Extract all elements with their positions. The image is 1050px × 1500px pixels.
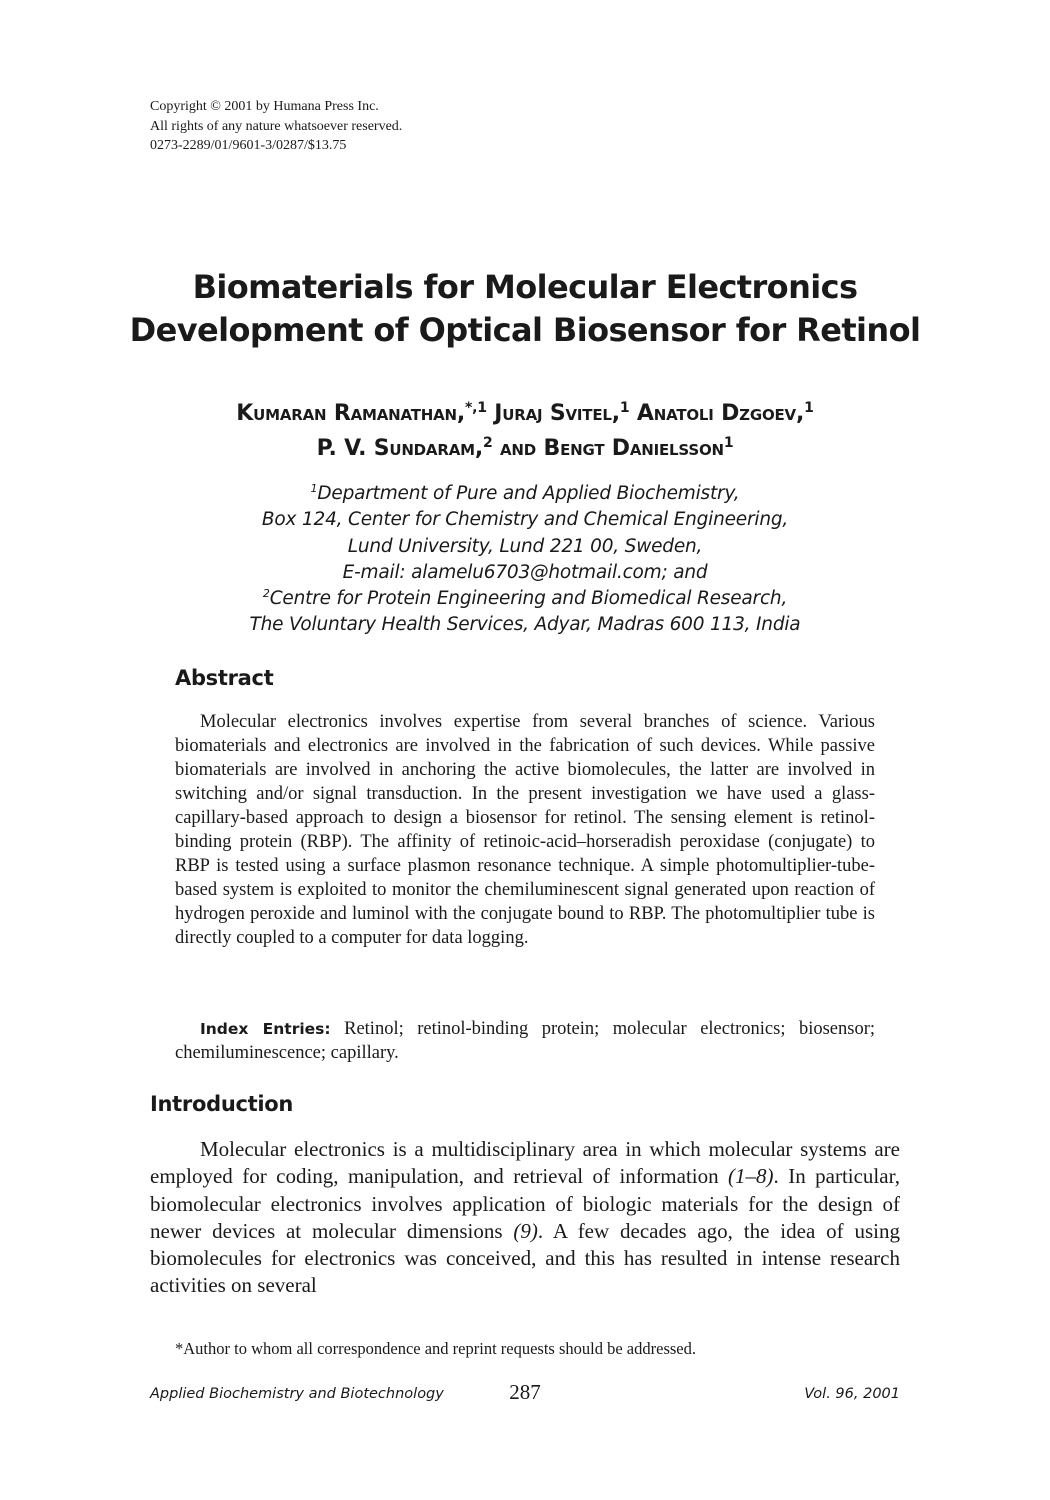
- copyright-line: Copyright © 2001 by Humana Press Inc.: [150, 99, 379, 114]
- copyright-notice: [150, 97, 402, 156]
- citation: (9): [513, 1218, 538, 1243]
- abstract-heading: Abstract: [175, 666, 274, 690]
- author-affiliation-mark: 2: [483, 435, 493, 451]
- author-name: Anatoli Dzgoev,: [636, 401, 805, 426]
- author-name: Kumaran Ramanathan,: [236, 401, 466, 426]
- affiliation-line: Lund University, Lund 221 00, Sweden,: [347, 535, 703, 557]
- journal-name: Applied Biochemistry and Biotechnology: [150, 1386, 444, 1402]
- affiliation-mark: 1: [310, 482, 318, 495]
- page-number: 287: [509, 1380, 541, 1404]
- introduction-heading: Introduction: [150, 1092, 294, 1116]
- affiliation-line: $^2$Centre for Protein Engineering and Biomedical Research,: [262, 587, 788, 610]
- author-name: Bengt Danielsson: [543, 436, 724, 461]
- correspondence-footnote: *Author to whom all correspondence and reprint requests should be addressed.: [175, 1339, 696, 1358]
- author-name: Juraj Svitel,: [494, 401, 620, 426]
- introduction-paragraph: Molecular electronics is a multidisciplinary area in which molecular systems are employed for coding, manipulation, and retrieval of information (1–8). In particular, biomolecular electronics involves application of biologic materials for the design of newer devices at molecular dimensions (9). A few decades ago, the idea of using biomolecules for electronics was conceived, and this has resulted in intense research activities on several: [150, 1137, 900, 1298]
- index-entries-label: Index Entries:: [200, 1020, 331, 1038]
- index-entries-text: Retinol; retinol-binding protein; molecular electronics; biosensor; chemiluminescence; capillary.: [175, 1019, 875, 1063]
- volume-info: Vol. 96, 2001: [804, 1386, 900, 1402]
- author-line-2: [0, 431, 1050, 466]
- introduction-body: [150, 1136, 900, 1300]
- author-affiliation-mark: 1: [723, 435, 734, 451]
- author-list: [0, 396, 1050, 466]
- author-affiliation-mark: *,1: [465, 400, 487, 416]
- author-affiliation-mark: 1: [804, 400, 814, 416]
- author-name: P. V. Sundaram,: [316, 436, 483, 461]
- email-line: E-mail: alamelu6703@hotmail.com; and: [342, 561, 708, 583]
- affiliation-line: $^1$Department of Pure and Applied Biochemistry,: [310, 482, 740, 504]
- affiliation-line: Box 124, Center for Chemistry and Chemical Engineering,: [261, 509, 789, 531]
- author-line-1: [0, 396, 1050, 431]
- abstract-paragraph: Molecular electronics involves expertise from several branches of science. Various biomaterials and electronics are involved in the fabrication of such devices. While passive biomaterials are involved in anchoring the active biomolecules, the latter are involved in switching and/or signal transduction. In the present investigation we have used a glass-capillary-based approach to design a biosensor for retinol. The sensing element is retinol-binding protein (RBP). The affinity of retinoic-acid–horseradish peroxidase (conjugate) to RBP is tested using a surface plasmon resonance technique. A simple photomultiplier-tube-based system is exploited to monitor the chemiluminescent signal generated upon reaction of hydrogen peroxide and luminol with the conjugate bound to RBP. The photomultiplier tube is directly coupled to a computer for data logging.: [175, 712, 875, 948]
- title-line-2: Development of Optical Biosensor for Retinol: [129, 311, 921, 349]
- affiliation-line: The Voluntary Health Services, Adyar, Madras 600 113, India: [249, 614, 801, 636]
- rights-line: All rights of any nature whatsoever reserved.: [150, 118, 403, 134]
- affiliation-mark: 2: [262, 587, 270, 601]
- issn-line: 0273-2289/01/9601-3/0287/$13.75: [150, 138, 347, 153]
- index-entries: [175, 1017, 875, 1065]
- title-line-1: Biomaterials for Molecular Electronics: [192, 268, 858, 306]
- affiliations: [0, 481, 1050, 639]
- citation: (1–8): [728, 1164, 774, 1189]
- author-affiliation-mark: 1: [619, 400, 630, 416]
- author-conjunction: and: [500, 436, 537, 461]
- abstract-body: [175, 710, 875, 950]
- index-entries-paragraph: [175, 1017, 875, 1065]
- paper-title: [0, 266, 1050, 352]
